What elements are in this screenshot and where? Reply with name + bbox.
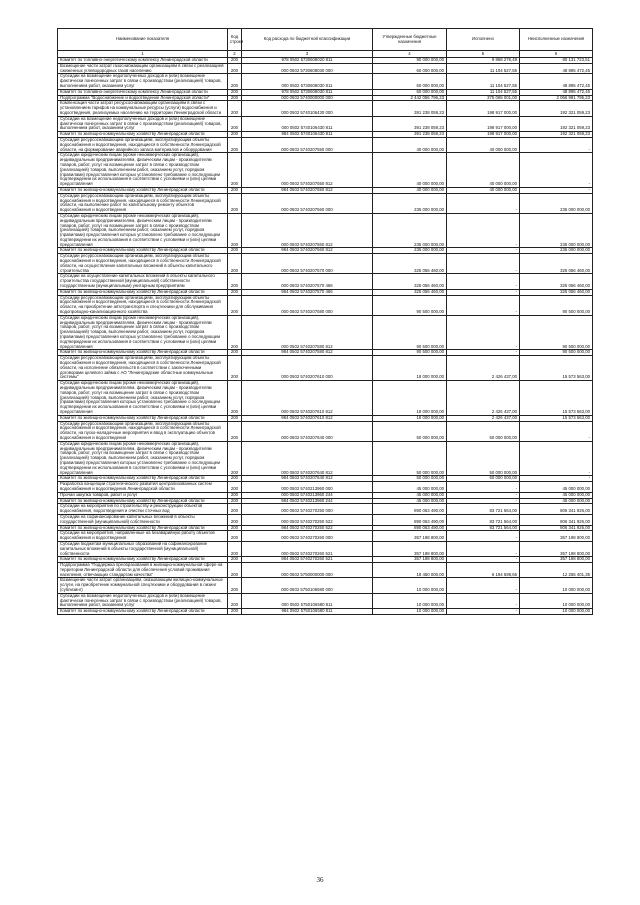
row-name-cell: Комитет по топливно-энергетическому комплексу Ленинградской области — [58, 89, 228, 95]
row-name-cell: Субсидии юридическим лицам (кроме некоммерческих организаций), индивидуальным предпринимателям, физическим лицам - производителям товаров, работ, услуг на возмещение затрат в связи с производством (реализацией) товаров, выполнением работ, оказанием услуг, порядком (правилами) предоставления которых установлено требование о последующем подтверждении их использования в соответствии с условиями и (или) целями предоставления — [58, 441, 228, 476]
row-line-code-cell: 200 — [228, 187, 242, 193]
row-name-cell: Комитет по жилищно-коммунальному хозяйству Ленинградской области — [58, 248, 228, 254]
row-unexecuted-cell: 48 895 472,45 — [520, 63, 593, 74]
row-line-code-cell: 200 — [228, 137, 242, 152]
row-executed-cell: 198 917 000,00 — [447, 132, 520, 138]
header-executed: Исполнено — [447, 29, 520, 51]
table-body — [58, 58, 593, 615]
row-line-code-cell: 200 — [228, 531, 242, 542]
row-unexecuted-cell: 357 198 800,00 — [520, 541, 593, 556]
row-budget-code-cell: 000 0502 5740207550 812 — [242, 153, 373, 188]
row-executed-cell: 50 000 000,00 — [447, 476, 520, 482]
row-line-code-cell: 200 — [228, 609, 242, 615]
row-unexecuted-cell: 48 895 472,45 — [520, 89, 593, 95]
row-line-code-cell: 200 — [228, 593, 242, 608]
row-executed-cell: - — [447, 557, 520, 563]
row-name-cell: Субсидии юридическим лицам (кроме некоммерческих организаций), индивидуальным предпринимателям, физическим лицам - производителям товаров, работ, услуг на возмещение затрат в связи с производством (реализацией) товаров, выполнением работ, оказанием услуг, порядком (правилами) предоставления которых установлено требование о последующем подтверждении их использования в соответствии с условиями и (или) целями предоставления — [58, 381, 228, 416]
table-row — [58, 63, 593, 74]
row-budget-code-cell: 000 0502 5750106580 811 — [242, 593, 373, 608]
row-budget-code-cell: 000 0502 5740000000 000 — [242, 95, 373, 101]
row-unexecuted-cell: 357 198 800,00 — [520, 557, 593, 563]
row-approved-cell: 18 000 000,00 — [373, 415, 447, 421]
row-approved-cell: 10 000 000,00 — [373, 609, 447, 615]
row-line-code-cell: 200 — [228, 482, 242, 493]
row-approved-cell: 90 500 000,00 — [373, 295, 447, 315]
row-line-code-cell: 200 — [228, 498, 242, 504]
row-approved-cell: 325 056 460,00 — [373, 274, 447, 289]
row-executed-cell: 11 104 527,55 — [447, 74, 520, 89]
row-line-code-cell: 200 — [228, 248, 242, 254]
row-executed-cell: 11 104 527,55 — [447, 89, 520, 95]
row-executed-cell: - — [447, 213, 520, 248]
table-row — [58, 421, 593, 441]
row-approved-cell: 325 056 460,00 — [373, 254, 447, 274]
row-unexecuted-cell: 192 321 059,23 — [520, 116, 593, 131]
row-executed-cell: 2 426 437,00 — [447, 356, 520, 381]
row-name-cell: Комитет по жилищно-коммунальному хозяйству Ленинградской области — [58, 187, 228, 193]
row-executed-cell: 83 721 564,00 — [447, 504, 520, 515]
row-budget-code-cell: 000 0502 5740213960 000 — [242, 482, 373, 493]
row-executed-cell: - — [447, 274, 520, 289]
row-budget-code-cell: 000 0502 5740207560 000 — [242, 193, 373, 213]
row-approved-cell: 40 000 000,00 — [373, 137, 447, 152]
row-unexecuted-cell: 10 000 000,00 — [520, 609, 593, 615]
row-line-code-cell: 200 — [228, 563, 242, 578]
row-unexecuted-cell: 235 000 000,00 — [520, 193, 593, 213]
row-executed-cell: - — [447, 482, 520, 493]
row-name-cell: Субсидии юридическим лицам (кроме некоммерческих организаций), индивидуальным предпринимателям, физическим лицам - производителям товаров, работ, услуг на возмещение затрат в связи с производством (реализацией) товаров, выполнением работ, оказанием услуг, порядком (правилами) предоставления которых установлено требование о последующем подтверждении их использования в соответствии с условиями и (или) целями предоставления — [58, 213, 228, 248]
table-row — [58, 295, 593, 315]
row-unexecuted-cell: 325 056 460,00 — [520, 254, 593, 274]
row-budget-code-cell: 000 0502 5740207580 000 — [242, 295, 373, 315]
table-row — [58, 578, 593, 593]
row-budget-code-cell: 000 0502 5740207570 000 — [242, 254, 373, 274]
row-line-code-cell: 200 — [228, 557, 242, 563]
row-line-code-cell: 200 — [228, 116, 242, 131]
row-budget-code-cell: 000 0502 5740270260 000 — [242, 531, 373, 542]
row-unexecuted-cell: 2 066 991 795,23 — [520, 95, 593, 101]
row-unexecuted-cell: 15 573 563,00 — [520, 415, 593, 421]
row-executed-cell: - — [447, 350, 520, 356]
row-approved-cell: 90 000 000,00 — [373, 58, 447, 64]
row-unexecuted-cell: - — [520, 476, 593, 482]
row-budget-code-cell: 000 0502 5740270250 522 — [242, 514, 373, 525]
row-executed-cell: 375 065 001,00 — [447, 95, 520, 101]
row-approved-cell: 40 000 000,00 — [373, 187, 447, 193]
row-name-cell: Субсидии юридическим лицам (кроме некоммерческих организаций), индивидуальным предпринимателям, физическим лицам - производителям товаров, работ, услуг на возмещение затрат в связи с производством (реализацией) товаров, выполнением работ, оказанием услуг, порядком (правилами) предоставления которых установлено требование о последующем подтверждении их использования в соответствии с условиями и (или) целями предоставления — [58, 315, 228, 350]
row-approved-cell: 18 000 000,00 — [373, 356, 447, 381]
row-line-code-cell: 200 — [228, 421, 242, 441]
row-name-cell: Комитет по жилищно-коммунальному хозяйству Ленинградской области — [58, 415, 228, 421]
row-approved-cell: 357 198 800,00 — [373, 531, 447, 542]
row-unexecuted-cell: 90 500 000,00 — [520, 315, 593, 350]
row-line-code-cell: 200 — [228, 504, 242, 515]
column-number: 2 — [228, 51, 242, 58]
row-name-cell: Прочая закупка товаров, работ и услуг — [58, 492, 228, 498]
row-budget-code-cell: 000 0502 5750106580 000 — [242, 578, 373, 593]
row-unexecuted-cell: 192 321 059,23 — [520, 101, 593, 116]
row-name-cell: Комитет по жилищно-коммунальному хозяйству Ленинградской области — [58, 289, 228, 295]
row-approved-cell: 50 000 000,00 — [373, 441, 447, 476]
row-name-cell: Субсидии на осуществление капитальных вложений в объекты капитального строительства государственной (муниципальной) собственности государственным (муниципальным) унитарным предприятиям — [58, 274, 228, 289]
column-number: 4 — [373, 51, 447, 58]
row-line-code-cell: 200 — [228, 101, 242, 116]
header-name: Наименование показателя — [58, 29, 228, 51]
row-line-code-cell: 200 — [228, 58, 242, 64]
row-name-cell: Компенсация части затрат ресурсоснабжающим организациям в связи с установлением тарифов на коммунальные ресурсы (услуги) водоснабжения и водоотведения, реализуемых населению на территории Ленинградской области — [58, 101, 228, 116]
table-row — [58, 101, 593, 116]
row-unexecuted-cell: 10 000 000,00 — [520, 578, 593, 593]
row-executed-cell: 198 917 000,00 — [447, 101, 520, 116]
table-row — [58, 153, 593, 188]
table-row — [58, 193, 593, 213]
row-executed-cell: - — [447, 541, 520, 556]
table-row — [58, 356, 593, 381]
row-unexecuted-cell: 90 500 000,00 — [520, 295, 593, 315]
row-approved-cell: 50 000 000,00 — [373, 476, 447, 482]
column-number: 1 — [58, 51, 228, 58]
row-budget-code-cell: 978 0502 5730608030 811 — [242, 89, 373, 95]
row-unexecuted-cell: - — [520, 421, 593, 441]
row-budget-code-cell: 984 0502 5740207570 466 — [242, 289, 373, 295]
row-name-cell: Субсидия ресурсоснабжающим организациям, эксплуатирующим объекты водоснабжения и водоотведения, находящиеся в собственности Ленинградской области, на формирование аварийного запаса материалов и оборудования — [58, 137, 228, 152]
row-budget-code-cell: 000 0502 5740270250 000 — [242, 504, 373, 515]
budget-execution-sheet — [57, 28, 592, 615]
row-budget-code-cell: 984 0502 5740207610 812 — [242, 415, 373, 421]
row-approved-cell: 325 056 460,00 — [373, 289, 447, 295]
row-unexecuted-cell: 806 341 926,00 — [520, 525, 593, 531]
row-line-code-cell: 200 — [228, 153, 242, 188]
row-unexecuted-cell: 192 321 059,23 — [520, 132, 593, 138]
row-executed-cell: 6 194 598,65 — [447, 563, 520, 578]
row-name-cell: Комитет по топливно-энергетическому комплексу Ленинградской области — [58, 58, 228, 64]
table-row — [58, 74, 593, 89]
row-unexecuted-cell: - — [520, 187, 593, 193]
column-number: 3 — [242, 51, 373, 58]
row-executed-cell: 50 000 000,00 — [447, 421, 520, 441]
row-approved-cell: 90 500 000,00 — [373, 315, 447, 350]
row-approved-cell: 90 500 000,00 — [373, 350, 447, 356]
row-budget-code-cell: 000 0502 5740270260 521 — [242, 541, 373, 556]
row-executed-cell: - — [447, 295, 520, 315]
row-line-code-cell: 200 — [228, 95, 242, 101]
row-approved-cell: 18 450 000,00 — [373, 563, 447, 578]
row-approved-cell: 235 000 000,00 — [373, 213, 447, 248]
row-name-cell: Субсидии на возмещение недополученных доходов и (или) возмещение фактически понесенных затрат в связи с производством (реализацией) товаров, выполнением работ, оказанием услуг — [58, 74, 228, 89]
row-line-code-cell: 200 — [228, 441, 242, 476]
row-budget-code-cell: 000 0502 5740207550 000 — [242, 137, 373, 152]
row-approved-cell: 235 000 000,00 — [373, 193, 447, 213]
row-name-cell: Возмещение части затрат газоснабжающим организациям в связи с реализацией сжиженных углеводородных газов населению — [58, 63, 228, 74]
row-unexecuted-cell: 45 000 000,00 — [520, 482, 593, 493]
table-row — [58, 116, 593, 131]
row-budget-code-cell: 000 0502 5740207610 000 — [242, 356, 373, 381]
row-name-cell: Подпрограмма "Водоснабжение и водоотведение Ленинградской области" — [58, 95, 228, 101]
row-name-cell: Субсидии ресурсоснабжающим организациям, эксплуатирующим объекты водоснабжения и водоотведения, находящиеся в собственности Ленинградской области, на осуществление капитальных вложений в объекты капитального строительства — [58, 254, 228, 274]
row-approved-cell: 890 063 490,00 — [373, 514, 447, 525]
row-budget-code-cell: 000 0502 5740213960 244 — [242, 492, 373, 498]
row-unexecuted-cell: 325 056 460,00 — [520, 274, 593, 289]
row-unexecuted-cell: - — [520, 153, 593, 188]
row-name-cell: Субсидии юридическим лицам (кроме некоммерческих организаций), индивидуальным предпринимателям, физическим лицам - производителям товаров, работ, услуг на возмещение затрат в связи с производством (реализацией) товаров, выполнением работ, оказанием услуг, порядком (правилами) предоставления которых установлено требование о последующем подтверждении их использования в соответствии с условиями и (или) целями предоставления — [58, 153, 228, 188]
row-approved-cell: 60 000 000,00 — [373, 89, 447, 95]
row-executed-cell: 198 917 000,00 — [447, 116, 520, 131]
table-row — [58, 137, 593, 152]
table-row — [58, 593, 593, 608]
row-name-cell: Комитет по жилищно-коммунальному хозяйству Ленинградской области — [58, 476, 228, 482]
table-row — [58, 441, 593, 476]
row-executed-cell: - — [447, 531, 520, 542]
row-budget-code-cell: 984 0502 5740207550 812 — [242, 187, 373, 193]
row-budget-code-cell: 000 0502 5740207560 812 — [242, 213, 373, 248]
row-line-code-cell: 200 — [228, 415, 242, 421]
row-executed-cell: - — [447, 248, 520, 254]
table-row — [58, 315, 593, 350]
row-unexecuted-cell: - — [520, 441, 593, 476]
row-line-code-cell: 200 — [228, 132, 242, 138]
row-unexecuted-cell: 80 131 723,51 — [520, 58, 593, 64]
row-name-cell: Субсидии ресурсоснабжающим организациям, эксплуатирующим объекты водоснабжения и водоотведения, находящиеся в собственности Ленинградской области, на исполнение обязательств в соответствии с заключенными договорами целевого займа с АО "Ленинградские областные коммунальные системы" — [58, 356, 228, 381]
table-row — [58, 504, 593, 515]
row-executed-cell: 9 868 276,49 — [447, 58, 520, 64]
row-approved-cell: 357 198 800,00 — [373, 557, 447, 563]
row-executed-cell: 50 000 000,00 — [447, 441, 520, 476]
table-row — [58, 563, 593, 578]
row-approved-cell: 235 000 000,00 — [373, 248, 447, 254]
row-executed-cell: 83 721 564,00 — [447, 525, 520, 531]
row-unexecuted-cell: 48 895 472,45 — [520, 74, 593, 89]
row-name-cell: Субсидии на мероприятия по строительству и реконструкции объектов водоснабжения, водоотведения и очистки сточных вод — [58, 504, 228, 515]
row-approved-cell: 45 000 000,00 — [373, 482, 447, 493]
row-line-code-cell: 200 — [228, 578, 242, 593]
row-approved-cell: 50 000 000,00 — [373, 421, 447, 441]
row-executed-cell: - — [447, 498, 520, 504]
column-number: 5 — [447, 51, 520, 58]
row-approved-cell: 18 000 000,00 — [373, 381, 447, 416]
row-budget-code-cell: 000 0502 5730608030 811 — [242, 74, 373, 89]
row-approved-cell: 890 063 490,00 — [373, 504, 447, 515]
row-unexecuted-cell: 806 341 926,00 — [520, 504, 593, 515]
row-budget-code-cell: 000 0502 5730608030 000 — [242, 63, 373, 74]
row-executed-cell: - — [447, 289, 520, 295]
row-unexecuted-cell: 12 255 401,35 — [520, 563, 593, 578]
row-unexecuted-cell: 10 000 000,00 — [520, 593, 593, 608]
row-executed-cell: - — [447, 254, 520, 274]
table-row — [58, 541, 593, 556]
row-name-cell: Субсидии на мероприятия, направленные на безаварийную работу объектов водоснабжения и водоотведения — [58, 531, 228, 542]
row-line-code-cell: 200 — [228, 541, 242, 556]
row-budget-code-cell: 984 0502 5740106430 811 — [242, 132, 373, 138]
row-budget-code-cell: 000 0502 5740207640 812 — [242, 441, 373, 476]
row-name-cell: Возмещение части затрат организациям, оказывающим жилищно-коммунальные услуги, на приобретение коммунальной спецтехники и оборудования в лизинг (сублизинг) — [58, 578, 228, 593]
row-budget-code-cell: 000 0502 5740106430 811 — [242, 116, 373, 131]
row-executed-cell: - — [447, 593, 520, 608]
table-row — [58, 482, 593, 493]
row-unexecuted-cell: 235 000 000,00 — [520, 248, 593, 254]
row-executed-cell: - — [447, 193, 520, 213]
row-name-cell: Комитет по жилищно-коммунальному хозяйству Ленинградской области — [58, 609, 228, 615]
table-row — [58, 381, 593, 416]
row-budget-code-cell: 000 0502 5740207640 000 — [242, 421, 373, 441]
table-row — [58, 609, 593, 615]
row-line-code-cell: 200 — [228, 476, 242, 482]
header-approved: Утвержденные бюджетные назначения — [373, 29, 447, 51]
row-budget-code-cell: 984 0502 5740207640 812 — [242, 476, 373, 482]
row-budget-code-cell: 984 0502 5740207580 812 — [242, 350, 373, 356]
row-executed-cell: - — [447, 315, 520, 350]
row-name-cell: Комитет по жилищно-коммунальному хозяйству Ленинградской области — [58, 525, 228, 531]
row-approved-cell: 10 000 000,00 — [373, 593, 447, 608]
row-line-code-cell: 200 — [228, 492, 242, 498]
row-name-cell: Субсидии ресурсоснабжающим организациям, эксплуатирующим объекты водоснабжения и водоотведения, находящиеся в собственности Ленинградской области, на выполнение работ по капитальному ремонту объектов водоснабжения и водоотведения — [58, 193, 228, 213]
header-line-code: Код строки — [228, 29, 242, 51]
row-line-code-cell: 200 — [228, 213, 242, 248]
row-approved-cell: 391 238 059,23 — [373, 101, 447, 116]
row-line-code-cell: 200 — [228, 289, 242, 295]
row-executed-cell: 40 000 000,00 — [447, 153, 520, 188]
row-line-code-cell: 200 — [228, 315, 242, 350]
header-budget-code: Код расхода по бюджетной классификации — [242, 29, 373, 51]
table-row — [58, 531, 593, 542]
row-name-cell: Комитет по жилищно-коммунальному хозяйству Ленинградской области — [58, 498, 228, 504]
row-name-cell: Подпрограмма "Поддержка преобразований в жилищно-коммунальной сфере на территории Ленинградской области для обеспечения условий проживания населения, отвечающих стандартам качества" — [58, 563, 228, 578]
row-line-code-cell: 200 — [228, 193, 242, 213]
row-name-cell: Субсидии на софинансирование капитальных вложений в объекты государственной (муниципальной) собственности — [58, 514, 228, 525]
row-name-cell: Субсидии на возмещение недополученных доходов и (или) возмещение фактически понесенных затрат в связи с производством (реализацией) товаров, выполнением работ, оказанием услуг — [58, 116, 228, 131]
row-executed-cell: 83 721 564,00 — [447, 514, 520, 525]
row-line-code-cell: 200 — [228, 295, 242, 315]
row-budget-code-cell: 984 0502 5740213960 244 — [242, 498, 373, 504]
row-budget-code-cell: 984 0502 5740270260 521 — [242, 557, 373, 563]
row-budget-code-cell: 984 0502 5740270250 522 — [242, 525, 373, 531]
row-approved-cell: 391 238 059,23 — [373, 116, 447, 131]
row-unexecuted-cell: 235 000 000,00 — [520, 213, 593, 248]
row-name-cell: Комитет по жилищно-коммунальному хозяйству Ленинградской области — [58, 132, 228, 138]
row-budget-code-cell: 978 0502 5730608020 811 — [242, 58, 373, 64]
row-line-code-cell: 200 — [228, 350, 242, 356]
row-executed-cell: 2 426 437,00 — [447, 381, 520, 416]
row-unexecuted-cell: 15 573 563,00 — [520, 356, 593, 381]
row-budget-code-cell: 000 0502 5740106430 000 — [242, 101, 373, 116]
row-unexecuted-cell: 45 000 000,00 — [520, 492, 593, 498]
row-line-code-cell: 200 — [228, 381, 242, 416]
page-number: 36 — [316, 876, 324, 884]
row-name-cell: Субсидии ресурсоснабжающим организациям, эксплуатирующим объекты водоснабжения и водоотведения, находящиеся в собственности Ленинградской области, на приобретение автотранспорта и спецтехники для обслуживания водопроводно-канализационного хозяйства — [58, 295, 228, 315]
header-unexecuted: Неисполненные назначения — [520, 29, 593, 51]
row-name-cell: Комитет по жилищно-коммунальному хозяйству Ленинградской области — [58, 557, 228, 563]
row-approved-cell: 45 000 000,00 — [373, 492, 447, 498]
row-executed-cell: - — [447, 492, 520, 498]
row-unexecuted-cell: 325 056 460,00 — [520, 289, 593, 295]
row-approved-cell: 391 238 059,23 — [373, 132, 447, 138]
row-line-code-cell: 200 — [228, 63, 242, 74]
row-budget-code-cell: 000 0502 5740207610 812 — [242, 381, 373, 416]
row-executed-cell: 2 426 437,00 — [447, 415, 520, 421]
row-unexecuted-cell: 90 500 000,00 — [520, 350, 593, 356]
row-approved-cell: 40 000 000,00 — [373, 153, 447, 188]
table-header — [58, 29, 593, 58]
row-approved-cell: 357 198 800,00 — [373, 541, 447, 556]
row-line-code-cell: 200 — [228, 525, 242, 531]
table-row — [58, 254, 593, 274]
row-executed-cell: - — [447, 578, 520, 593]
row-line-code-cell: 200 — [228, 274, 242, 289]
row-approved-cell: 890 063 490,00 — [373, 525, 447, 531]
column-number: 6 — [520, 51, 593, 58]
row-unexecuted-cell: 357 198 800,00 — [520, 531, 593, 542]
row-budget-code-cell: 984 0502 5750106580 811 — [242, 609, 373, 615]
row-approved-cell: 10 000 000,00 — [373, 578, 447, 593]
row-name-cell: Субсидии ресурсоснабжающим организациям, эксплуатирующим объекты водоснабжения и водоотведения, находящиеся в собственности Ленинградской области, на пуско-наладочные мероприятия и ввод в эксплуатацию объектов водоснабжения и водоотведения — [58, 421, 228, 441]
row-name-cell: Разработка концепции стратегического развития централизованных систем водоснабжения и водоотведения Ленинградской области — [58, 482, 228, 493]
table-row — [58, 274, 593, 289]
table-row — [58, 213, 593, 248]
row-name-cell: Субсидии бюджетам муниципальных образований на софинансирование капитальных вложений в объекты государственной (муниципальной) собственности — [58, 541, 228, 556]
row-line-code-cell: 200 — [228, 514, 242, 525]
row-approved-cell: 60 000 000,00 — [373, 63, 447, 74]
row-unexecuted-cell: 806 341 926,00 — [520, 514, 593, 525]
row-line-code-cell: 200 — [228, 254, 242, 274]
row-budget-code-cell: 000 0502 5750000000 000 — [242, 563, 373, 578]
row-approved-cell: 45 000 000,00 — [373, 498, 447, 504]
row-unexecuted-cell: - — [520, 137, 593, 152]
row-approved-cell: 2 442 056 796,23 — [373, 95, 447, 101]
budget-table — [57, 28, 593, 615]
row-budget-code-cell: 000 0502 5740207570 466 — [242, 274, 373, 289]
table-row — [58, 514, 593, 525]
row-line-code-cell: 200 — [228, 74, 242, 89]
row-executed-cell: 11 104 527,55 — [447, 63, 520, 74]
row-approved-cell: 60 000 000,00 — [373, 74, 447, 89]
row-budget-code-cell: 000 0502 5740207580 812 — [242, 315, 373, 350]
row-executed-cell: 40 000 000,00 — [447, 187, 520, 193]
row-line-code-cell: 200 — [228, 89, 242, 95]
row-executed-cell: 40 000 000,00 — [447, 137, 520, 152]
row-budget-code-cell: 984 0502 5740207560 812 — [242, 248, 373, 254]
row-line-code-cell: 200 — [228, 356, 242, 381]
row-unexecuted-cell: 15 573 563,00 — [520, 381, 593, 416]
row-name-cell: Комитет по жилищно-коммунальному хозяйству Ленинградской области — [58, 350, 228, 356]
row-name-cell: Субсидии на возмещение недополученных доходов и (или) возмещение фактически понесенных затрат в связи с производством (реализацией) товаров, выполнением работ, оказанием услуг — [58, 593, 228, 608]
row-executed-cell: - — [447, 609, 520, 615]
row-unexecuted-cell: 45 000 000,00 — [520, 498, 593, 504]
